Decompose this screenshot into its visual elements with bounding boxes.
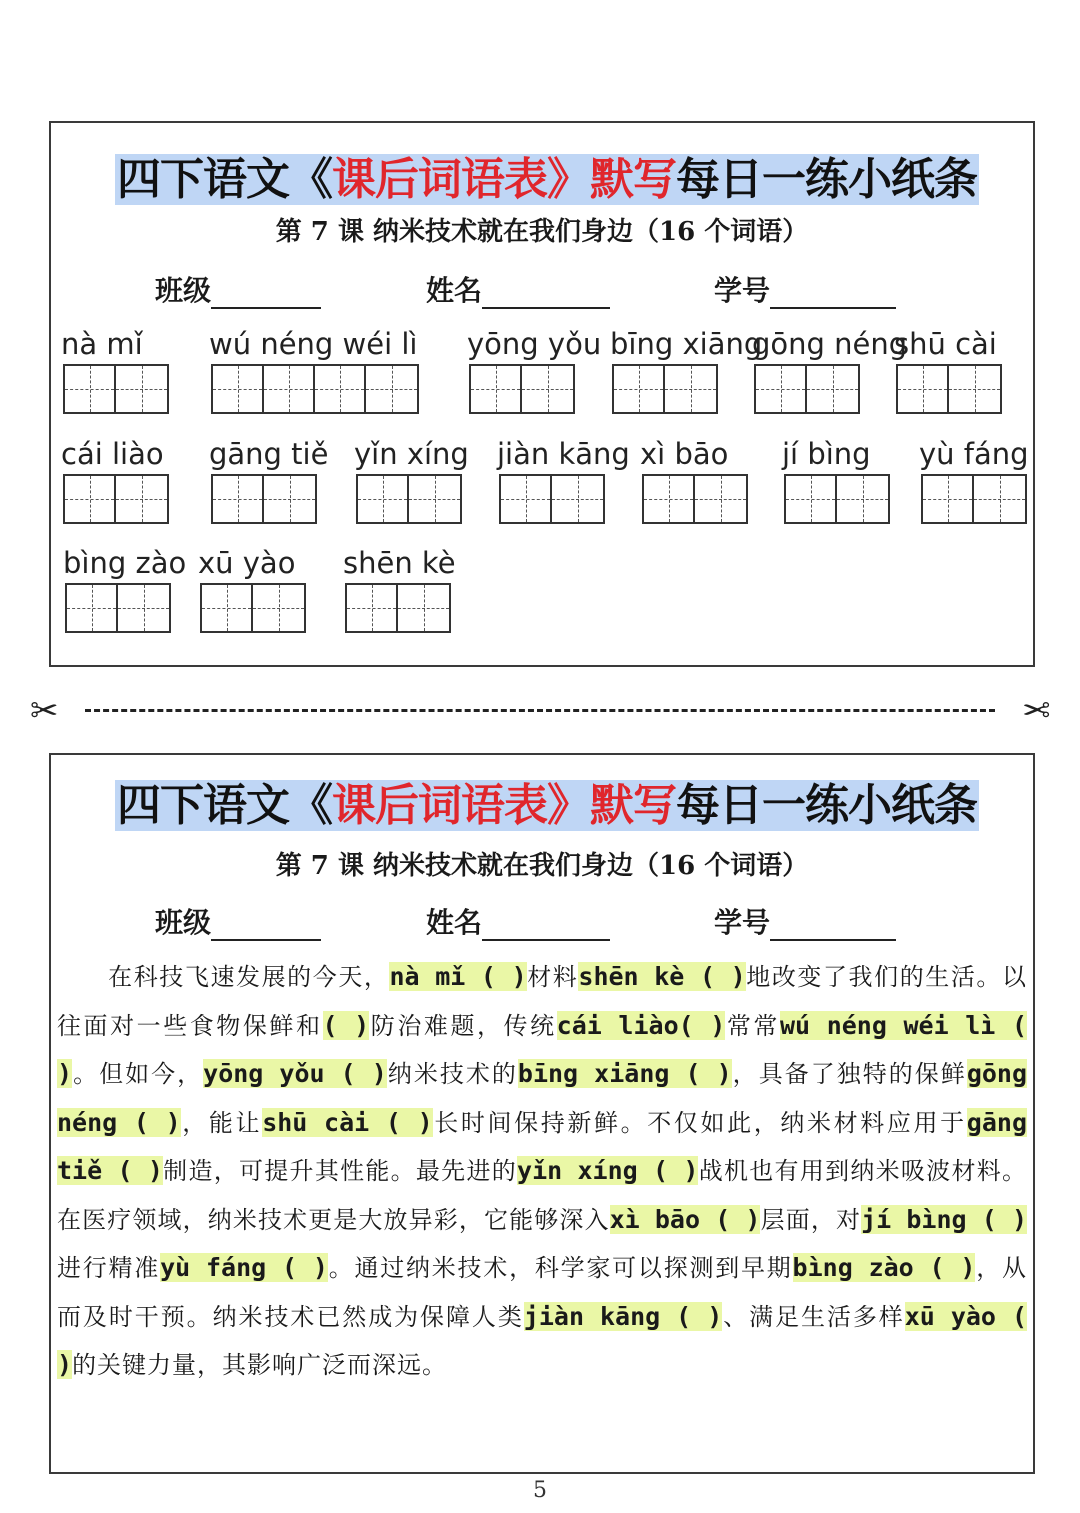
writing-grid[interactable] (784, 474, 890, 524)
pinyin-label: yōng yǒu (467, 327, 602, 361)
pinyin-label: xū yào (198, 546, 296, 580)
tianzige-cell[interactable] (65, 476, 116, 522)
tianzige-cell[interactable] (409, 476, 460, 522)
paragraph-text: 纳米技术的 (386, 1060, 518, 1088)
writing-grid[interactable] (211, 474, 317, 524)
paragraph-text: 制造，可提升其性能。最先进的 (162, 1157, 518, 1185)
page-number: 5 (533, 1478, 547, 1503)
writing-grid[interactable] (356, 474, 462, 524)
fill-in-blank[interactable]: ( ) (322, 1010, 370, 1040)
tianzige-cell[interactable] (118, 585, 169, 631)
tianzige-cell[interactable] (315, 366, 366, 412)
pinyin-label: gāng tiě (209, 437, 329, 471)
writing-grid[interactable] (63, 364, 169, 414)
fill-in-blank[interactable]: xū yào ( ) (57, 1301, 1028, 1379)
writing-grid[interactable] (200, 583, 306, 633)
writing-grid[interactable] (65, 583, 171, 633)
tianzige-cell[interactable] (65, 366, 116, 412)
fill-in-blank[interactable]: shū cài ( ) (262, 1107, 433, 1137)
tianzige-cell[interactable] (923, 476, 974, 522)
fill-in-blank[interactable]: bīng xiāng ( ) (517, 1059, 732, 1088)
tianzige-cell[interactable] (398, 585, 449, 631)
number-blank[interactable] (770, 279, 896, 309)
tianzige-cell[interactable] (614, 366, 665, 412)
name-blank[interactable] (482, 279, 610, 309)
tianzige-cell[interactable] (695, 476, 746, 522)
fill-in-blank[interactable]: gāng tiě ( ) (57, 1107, 1028, 1185)
tianzige-cell[interactable] (213, 366, 264, 412)
tianzige-cell[interactable] (67, 585, 118, 631)
paragraph-text: 的关键力量，其影响广泛而深远。 (72, 1351, 448, 1379)
scissors-icon: ✂ (30, 691, 59, 731)
paragraph-text: 进行精准 (57, 1254, 161, 1282)
pinyin-label: yǐn xíng (354, 437, 469, 471)
tianzige-cell[interactable] (756, 366, 807, 412)
fill-in-blank[interactable]: nà mǐ ( ) (389, 962, 527, 991)
writing-grid[interactable] (211, 364, 419, 414)
paragraph-text: 战机也有用到纳米吸波材料。在医疗领域，纳米技术更是大放异彩，它能够深入 (57, 1157, 1028, 1234)
paragraph-text: 材料 (526, 963, 579, 991)
tianzige-cell[interactable] (358, 476, 409, 522)
tianzige-cell[interactable] (949, 366, 1000, 412)
tianzige-cell[interactable] (253, 585, 304, 631)
writing-grid[interactable] (499, 474, 605, 524)
pinyin-label: shēn kè (343, 546, 456, 580)
tianzige-cell[interactable] (501, 476, 552, 522)
paragraph-text: 常常 (725, 1011, 780, 1040)
fill-in-blank[interactable]: yǐn xíng ( ) (517, 1156, 699, 1185)
tianzige-cell[interactable] (665, 366, 716, 412)
fill-in-blank[interactable]: jí bìng ( ) (861, 1204, 1027, 1234)
lesson-subtitle: 第 7 课 纳米技术就在我们身边（16 个词语） (275, 851, 809, 881)
name-label: 姓名 (426, 906, 483, 939)
fill-in-blank[interactable]: cái liào( ) (556, 1010, 726, 1040)
worksheet-card-pinyin (49, 121, 1035, 667)
scissors-icon: ✂ (1021, 691, 1050, 731)
pinyin-label: jí bìng (782, 437, 871, 471)
paragraph-text: 。通过纳米技术，科学家可以探测到早期 (327, 1254, 793, 1282)
paragraph-text: 。但如今， (72, 1060, 204, 1088)
pinyin-label: shū cài (894, 327, 997, 361)
tianzige-cell[interactable] (644, 476, 695, 522)
tianzige-cell[interactable] (471, 366, 522, 412)
writing-grid[interactable] (612, 364, 718, 414)
writing-grid[interactable] (642, 474, 748, 524)
fill-in-blank[interactable]: yōng yǒu ( ) (203, 1059, 387, 1088)
tianzige-cell[interactable] (837, 476, 888, 522)
worksheet-title: 四下语文《课后词语表》默写每日一练小纸条 (117, 154, 977, 205)
tianzige-cell[interactable] (366, 366, 417, 412)
tianzige-cell[interactable] (522, 366, 573, 412)
worksheet-title: 四下语文《课后词语表》默写每日一练小纸条 (117, 780, 977, 831)
writing-grid[interactable] (754, 364, 860, 414)
writing-grid[interactable] (345, 583, 451, 633)
pinyin-label: wú néng wéi lì (209, 327, 418, 361)
tianzige-cell[interactable] (213, 476, 264, 522)
fill-in-blank[interactable]: wú néng wéi lì ( ) (57, 1010, 1028, 1088)
paragraph-text: 、满足生活多样 (722, 1302, 905, 1331)
paragraph-text: 层面，对 (760, 1205, 862, 1234)
tianzige-cell[interactable] (898, 366, 949, 412)
tianzige-cell[interactable] (264, 366, 315, 412)
fill-in-blank[interactable]: gōng néng ( ) (57, 1059, 1028, 1137)
fill-in-blank[interactable]: yù fáng ( ) (160, 1253, 328, 1282)
tianzige-cell[interactable] (786, 476, 837, 522)
name-label: 姓名 (426, 274, 483, 307)
pinyin-label: jiàn kāng (497, 437, 630, 471)
name-blank[interactable] (482, 911, 610, 941)
paragraph-text: 防治难题，传统 (369, 1011, 557, 1040)
paragraph-text: 地改变了我们的生活。以往面对一些食物保鲜和 (57, 963, 1028, 1040)
tianzige-cell[interactable] (116, 366, 167, 412)
class-blank[interactable] (211, 279, 321, 309)
fill-in-blank[interactable]: bìng zào ( ) (792, 1253, 976, 1282)
writing-grid[interactable] (896, 364, 1002, 414)
worksheet-card-paragraph (49, 753, 1035, 1474)
writing-grid[interactable] (921, 474, 1027, 524)
paragraph-text: 在科技飞速发展的今天， (57, 963, 390, 991)
lesson-subtitle: 第 7 课 纳米技术就在我们身边（16 个词语） (275, 217, 809, 247)
tianzige-cell[interactable] (974, 476, 1025, 522)
paragraph-text: ，从而及时干预。纳米技术已然成为保障人类 (57, 1254, 1028, 1331)
fill-in-blank[interactable]: jiàn kāng ( ) (523, 1301, 723, 1331)
number-label: 学号 (714, 906, 771, 939)
paragraph-text: 长时间保持新鲜。不仅如此，纳米材料应用于 (432, 1108, 967, 1137)
class-label: 班级 (155, 906, 212, 939)
pinyin-label: cái liào (61, 437, 164, 471)
number-label: 学号 (714, 274, 771, 307)
tianzige-cell[interactable] (202, 585, 253, 631)
pinyin-label: bīng xiāng (610, 327, 763, 361)
pinyin-label: yù fáng (919, 437, 1029, 471)
fill-in-paragraph (57, 953, 1027, 1390)
tianzige-cell[interactable] (347, 585, 398, 631)
writing-grid[interactable] (63, 474, 169, 524)
cut-line (30, 691, 1050, 731)
tianzige-cell[interactable] (807, 366, 858, 412)
number-blank[interactable] (770, 911, 896, 941)
pinyin-label: gōng néng (752, 327, 908, 361)
pinyin-label: xì bāo (640, 437, 729, 471)
pinyin-label: bìng zào (63, 546, 187, 580)
paragraph-text: ，能让 (180, 1108, 263, 1137)
tianzige-cell[interactable] (116, 476, 167, 522)
writing-grid[interactable] (469, 364, 575, 414)
tianzige-cell[interactable] (264, 476, 315, 522)
pinyin-label: nà mǐ (61, 327, 143, 361)
class-blank[interactable] (211, 911, 321, 941)
fill-in-blank[interactable]: shēn kè ( ) (578, 962, 746, 991)
fill-in-blank[interactable]: xì bāo ( ) (609, 1204, 761, 1234)
class-label: 班级 (155, 274, 212, 307)
tianzige-cell[interactable] (552, 476, 603, 522)
paragraph-text: ，具备了独特的保鲜 (731, 1060, 967, 1088)
